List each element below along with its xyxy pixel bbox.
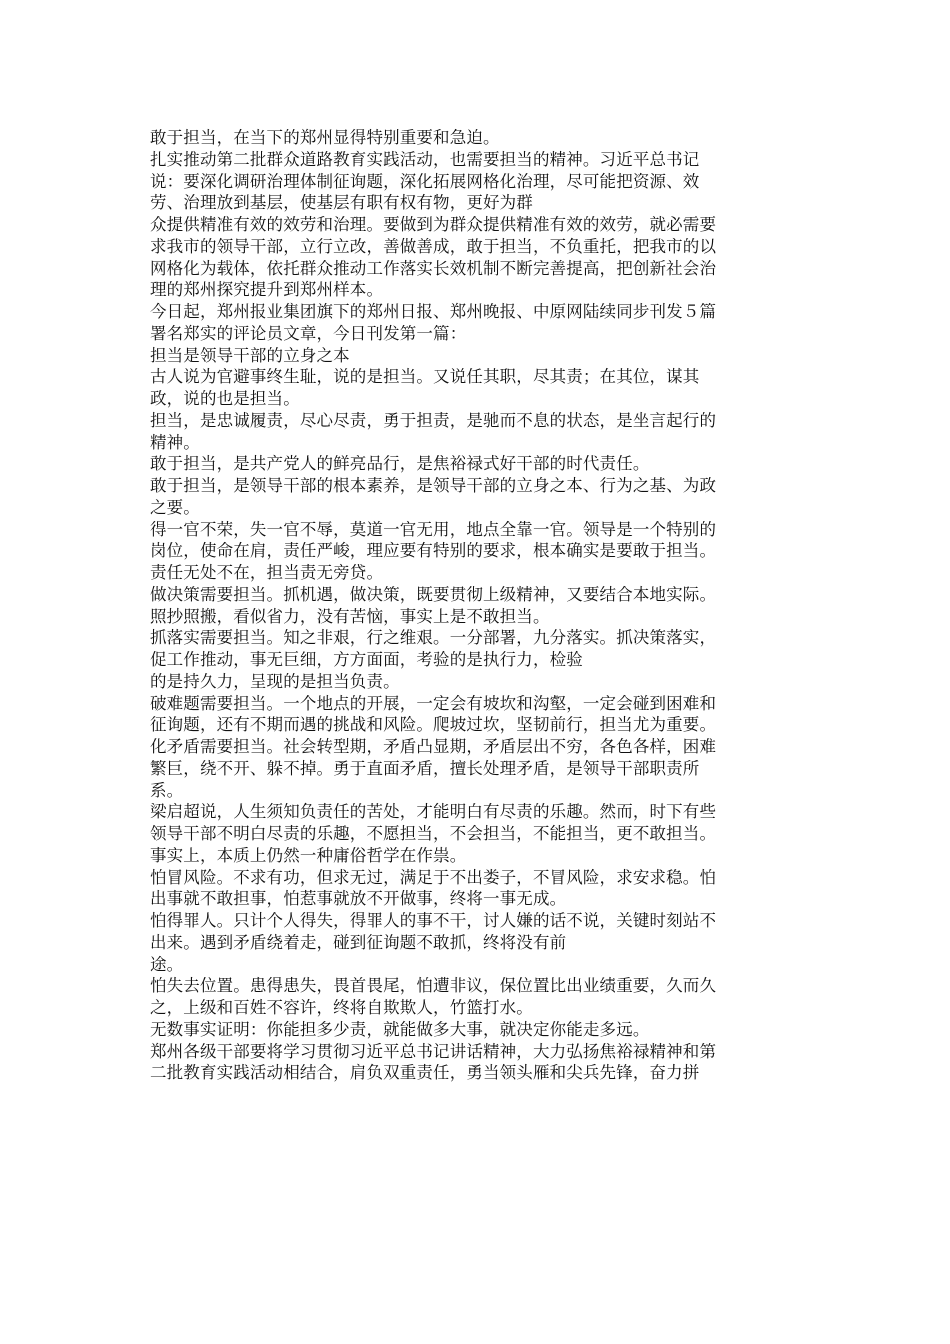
text-line: 得一官不荣，失一官不辱，莫道一官无用，地点全靠一官。领导是一个特别的 bbox=[150, 519, 717, 539]
text-line: 古人说为官避事终生耻，说的是担当。又说任其职，尽其责；在其位，谋其 bbox=[150, 367, 700, 387]
text-line: 郑州各级干部要将学习贯彻习近平总书记讲话精神，大力弘扬焦裕禄精神和第 bbox=[150, 1041, 717, 1061]
text-line: 事实上，本质上仍然一种庸俗哲学在作祟。 bbox=[150, 845, 467, 865]
text-line: 众提供精准有效的效劳和治理。要做到为群众提供精准有效的效劳，就必需要 bbox=[150, 215, 717, 234]
text-line: 说：要深化调研治理体制征询题，深化拓展网格化治理，尽可能把资源、效 bbox=[150, 171, 700, 191]
text-line: 的是持久力，呈现的是担当负责。 bbox=[150, 671, 400, 691]
text-line: 做决策需要担当。抓机遇，做决策，既要贯彻上级精神，又要结合本地实际。 bbox=[150, 584, 717, 604]
text-line: 网格化为载体，依托群众推动工作落实长效机制不断完善提高，把创新社会治 bbox=[150, 258, 717, 278]
text-line: 扎实推动第二批群众道路教育实践活动，也需要担当的精神。习近平总书记 bbox=[150, 149, 700, 169]
text-line: 之，上级和百姓不容许，终将自欺欺人，竹篮打水。 bbox=[150, 998, 533, 1017]
text-line: 政，说的也是担当。 bbox=[150, 389, 300, 408]
text-line: 促工作推动，事无巨细，方方面面，考验的是执行力，检验 bbox=[150, 650, 583, 669]
text-line: 怕冒风险。不求有功，但求无过，满足于不出娄子，不冒风险，求安求稳。怕 bbox=[150, 867, 717, 887]
text-line: 敢于担当，在当下的郑州显得特别重要和急迫。 bbox=[150, 128, 500, 147]
document-body bbox=[150, 127, 802, 1084]
text-line: 担当，是忠诚履责，尽心尽责，勇于担责，是驰而不息的状态，是坐言起行的 bbox=[150, 410, 717, 430]
text-line: 署名郑实的评论员文章，今日刊发第一篇： bbox=[150, 323, 467, 343]
text-line: 出来。遇到矛盾绕着走，碰到征询题不敢抓，终将没有前 bbox=[150, 932, 567, 952]
text-line: 岗位，使命在肩，责任严峻，理应要有特别的要求，根本确实是要敢于担当。 bbox=[150, 541, 717, 561]
text-line: 征询题，还有不期而遇的挑战和风险。爬坡过坎，坚韧前行，担当尤为重要。 bbox=[150, 715, 717, 735]
text-line: 无数事实证明：你能担多少责，就能做多大事，就决定你能走多远。 bbox=[150, 1019, 650, 1039]
text-line: 之要。 bbox=[150, 497, 200, 517]
text-line: 劳、治理放到基层，使基层有职有权有物，更好为群 bbox=[150, 193, 533, 213]
text-line: 求我市的领导干部，立行立改，善做善成，敢于担当，不负重托，把我市的以 bbox=[150, 236, 717, 256]
text-line: 怕失去位置。患得患失，畏首畏尾，怕遭非议，保位置比出业绩重要，久而久 bbox=[150, 976, 717, 996]
text-line: 担当是领导干部的立身之本 bbox=[150, 345, 350, 365]
text-line: 破难题需要担当。一个地点的开展，一定会有坡坎和沟壑，一定会碰到困难和 bbox=[150, 693, 717, 713]
text-line: 责任无处不在，担当责无旁贷。 bbox=[150, 563, 384, 582]
text-line: 抓落实需要担当。知之非艰，行之维艰。一分部署，九分落实。抓决策落实， bbox=[150, 628, 717, 648]
text-line: 系。 bbox=[150, 780, 184, 800]
text-line: 二批教育实践活动相结合，肩负双重责任，勇当领头雁和尖兵先锋，奋力拼 bbox=[150, 1063, 700, 1083]
text-line: 精神。 bbox=[150, 432, 200, 452]
text-line: 梁启超说，人生须知负责任的苦处，才能明白有尽责的乐趣。然而，时下有些 bbox=[150, 802, 717, 822]
text-line: 出事就不敢担事，怕惹事就放不开做事，终将一事无成。 bbox=[150, 889, 567, 909]
text-line: 今日起，郑州报业集团旗下的郑州日报、郑州晚报、中原网陆续同步刊发５篇 bbox=[150, 302, 717, 321]
text-line: 领导干部不明白尽责的乐趣，不愿担当，不会担当，不能担当，更不敢担当。 bbox=[150, 824, 717, 843]
text-line: 途。 bbox=[150, 954, 184, 974]
text-line: 理的郑州探究提升到郑州样本。 bbox=[150, 280, 384, 300]
text-line: 照抄照搬，看似省力，没有苦恼，事实上是不敢担当。 bbox=[150, 606, 550, 626]
text-line: 繁巨，绕不开、躲不掉。勇于直面矛盾，擅长处理矛盾，是领导干部职责所 bbox=[150, 758, 700, 778]
text-line: 敢于担当，是共产党人的鲜亮品行，是焦裕禄式好干部的时代责任。 bbox=[150, 454, 650, 474]
text-line: 化矛盾需要担当。社会转型期，矛盾凸显期，矛盾层出不穷，各色各样，困难 bbox=[150, 737, 717, 756]
text-line: 怕得罪人。只计个人得失，得罪人的事不干，讨人嫌的话不说，关键时刻站不 bbox=[150, 911, 717, 930]
text-line: 敢于担当，是领导干部的根本素养，是领导干部的立身之本、行为之基、为政 bbox=[150, 476, 717, 495]
